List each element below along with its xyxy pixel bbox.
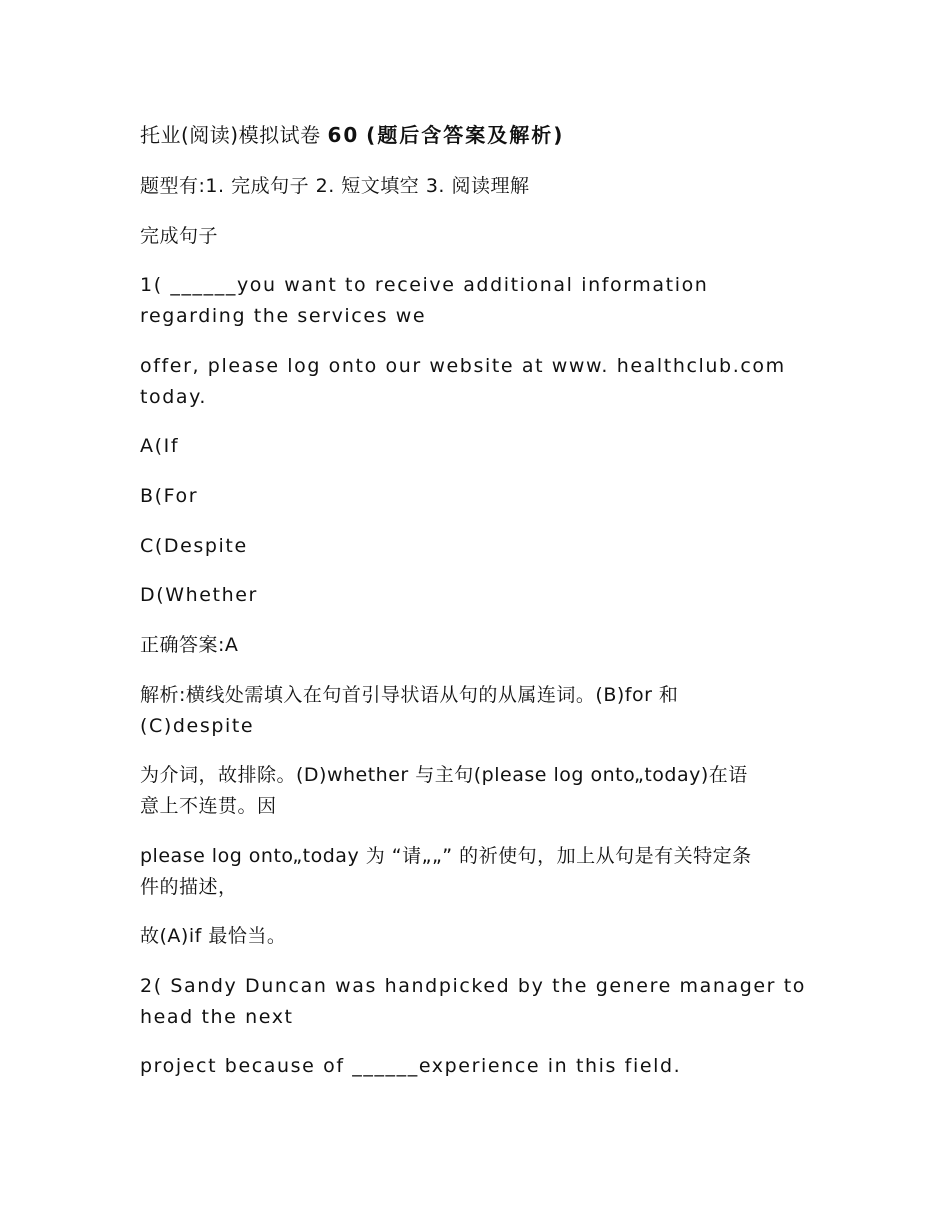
title-suffix: (题后含答案及解析) <box>366 123 565 147</box>
q1-explanation-3a: please log onto„today 为 “请„„” 的祈使句，加上从句是有关特定条 <box>140 845 752 867</box>
q1-explanation-2a: 为介词，故排除。(D)whether 与主句(please log onto„today)在语 <box>140 764 748 786</box>
section-heading: 完成句子 <box>140 225 219 247</box>
q1-answer: 正确答案:A <box>140 634 239 656</box>
q1-option-c: C(Despite <box>140 535 248 557</box>
q1-option-d: D(Whether <box>140 584 258 606</box>
q1-explanation-3b: 件的描述， <box>140 876 238 898</box>
title-number: 60 <box>327 123 360 147</box>
q1-explanation-1a: 解析:横线处需填入在句首引导状语从句的从属连词。(B)for 和 <box>140 684 679 706</box>
q1-option-a: A(If <box>140 435 180 457</box>
q1-text-line1: 1( ______you want to receive additional information <box>140 274 709 296</box>
q2-text-line3: project because of ______experience in this field. <box>140 1055 682 1077</box>
q1-text-line3: offer, please log onto our website at www. healthclub.com <box>140 355 786 377</box>
q1-explanation-1b: (C)despite <box>140 715 255 737</box>
q1-explanation-4: 故(A)if 最恰当。 <box>140 925 287 947</box>
q2-text-line2: head the next <box>140 1006 294 1028</box>
q1-text-line2: regarding the services we <box>140 305 427 327</box>
document-title <box>140 120 820 151</box>
q1-explanation-2b: 意上不连贯。因 <box>140 795 277 817</box>
question-types: 题型有:1. 完成句子 2. 短文填空 3. 阅读理解 <box>140 175 530 197</box>
q2-text-line1: 2( Sandy Duncan was handpicked by the genere manager to <box>140 975 807 997</box>
title-prefix: 托业(阅读)模拟试卷 <box>140 123 321 147</box>
q1-text-line4: today. <box>140 386 207 408</box>
q1-option-b: B(For <box>140 485 199 507</box>
